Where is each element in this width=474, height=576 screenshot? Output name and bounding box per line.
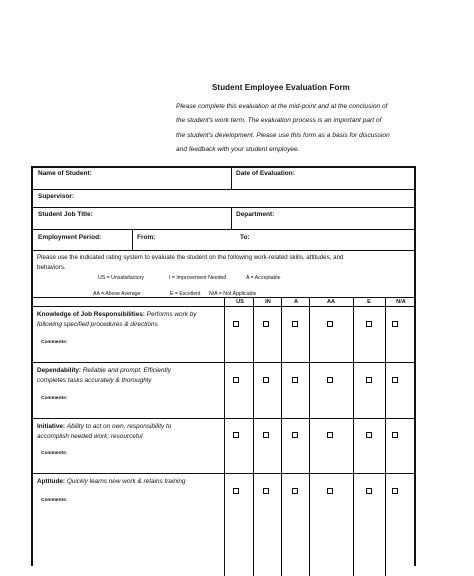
col-divider — [231, 166, 232, 189]
rating-col-e: E — [367, 299, 371, 305]
skill-description: accomplish needed work; resourceful — [37, 432, 143, 440]
rating-checkbox-na[interactable] — [392, 488, 398, 494]
comments-label: Comments: — [41, 340, 68, 345]
row-divider — [31, 250, 416, 251]
rating-checkbox-a[interactable] — [292, 432, 298, 438]
date-of-evaluation-label: Date of Evaluation: — [236, 170, 295, 177]
rating-checkbox-aa[interactable] — [327, 488, 333, 494]
rating-checkbox-e[interactable] — [366, 377, 372, 383]
intro-line: the student's work term. The evaluation process is an important part of — [176, 117, 382, 125]
col-divider — [385, 297, 386, 576]
form-title: Student Employee Evaluation Form — [212, 83, 350, 92]
skill-name: Initiative: — [37, 423, 66, 430]
rating-checkbox-a[interactable] — [292, 321, 298, 327]
skill-description: Reliable and prompt. Efficiently — [82, 367, 171, 374]
intro-line: Please complete this evaluation at the mid-point and at the conclusion of — [176, 103, 388, 110]
department-label: Department: — [236, 211, 275, 218]
skill-name: Aptitude: — [37, 478, 66, 485]
legend-item: US = Unsatisfactory — [98, 275, 144, 281]
rating-checkbox-us[interactable] — [233, 377, 239, 383]
col-divider — [253, 297, 254, 576]
from-label: From: — [137, 234, 156, 241]
rating-checkbox-aa[interactable] — [327, 321, 333, 327]
row-divider — [31, 229, 416, 230]
intro-line: the student's development. Please use this form as a basis for discussion — [176, 131, 390, 139]
col-divider — [281, 297, 282, 576]
skill-description: Ability to act on own, responsibility to — [66, 423, 172, 430]
legend-item: N/A = Not Applicable — [209, 291, 257, 297]
col-divider — [132, 229, 133, 250]
skill-item — [37, 422, 223, 442]
col-divider — [231, 207, 232, 229]
intro-line: and feedback with your student employee. — [176, 145, 300, 153]
col-divider — [353, 297, 354, 576]
rating-checkbox-a[interactable] — [292, 377, 298, 383]
skill-name: Knowledge of Job Responsibilities: — [37, 311, 145, 318]
rating-col-aa: AA — [326, 299, 336, 305]
instructions-line: behaviors. — [37, 264, 66, 271]
employment-period-label: Employment Period: — [38, 234, 102, 241]
to-label: To: — [240, 234, 250, 241]
rating-checkbox-in[interactable] — [263, 377, 269, 383]
skill-description: following specified procedures & directions — [37, 320, 158, 328]
rating-checkbox-in[interactable] — [263, 488, 269, 494]
skill-item — [37, 366, 223, 386]
student-job-title-label: Student Job Title: — [38, 211, 93, 218]
rating-checkbox-us[interactable] — [233, 321, 239, 327]
row-divider — [31, 207, 416, 208]
name-of-student-label: Name of Student: — [38, 170, 92, 177]
rating-checkbox-a[interactable] — [292, 488, 298, 494]
rating-checkbox-na[interactable] — [392, 377, 398, 383]
rating-checkbox-in[interactable] — [263, 321, 269, 327]
rating-checkbox-in[interactable] — [263, 432, 269, 438]
skill-description: completes tasks accurately & thoroughly — [37, 376, 152, 384]
rating-checkbox-na[interactable] — [392, 432, 398, 438]
rating-col-a: A — [293, 299, 299, 305]
legend-item: I = Improvement Needed — [169, 275, 227, 281]
instructions-line: Please use the indicated rating system to evaluate the student on the following work-related skills, attitudes, and — [37, 254, 344, 261]
form-intro — [176, 100, 426, 157]
comments-label: Comments: — [41, 498, 68, 503]
comments-label: Comments: — [41, 451, 68, 456]
rating-col-in: IN — [265, 299, 271, 305]
rating-checkbox-us[interactable] — [233, 432, 239, 438]
comments-label: Comments: — [41, 396, 68, 401]
skill-description: Quickly learns new work & retains training — [66, 478, 186, 485]
rating-checkbox-e[interactable] — [366, 321, 372, 327]
skill-description: Performs work by — [146, 311, 197, 318]
rating-checkbox-e[interactable] — [366, 488, 372, 494]
skill-item — [37, 310, 223, 330]
rating-checkbox-e[interactable] — [366, 432, 372, 438]
rating-checkbox-aa[interactable] — [327, 432, 333, 438]
rating-checkbox-aa[interactable] — [327, 377, 333, 383]
rating-col-us: US — [236, 299, 244, 305]
skill-item — [37, 477, 223, 487]
legend-item: A = Acceptable — [246, 275, 281, 281]
col-divider — [224, 297, 225, 576]
rating-checkbox-na[interactable] — [392, 321, 398, 327]
legend-item: E = Excellent — [170, 291, 201, 297]
supervisor-label: Supervisor: — [38, 193, 75, 200]
skill-name: Dependability: — [37, 367, 82, 374]
rating-col-na: N/A — [396, 299, 406, 305]
col-divider — [309, 297, 310, 576]
rating-checkbox-us[interactable] — [233, 488, 239, 494]
row-divider — [31, 189, 416, 190]
legend-item: AA = Above Average — [93, 291, 141, 297]
